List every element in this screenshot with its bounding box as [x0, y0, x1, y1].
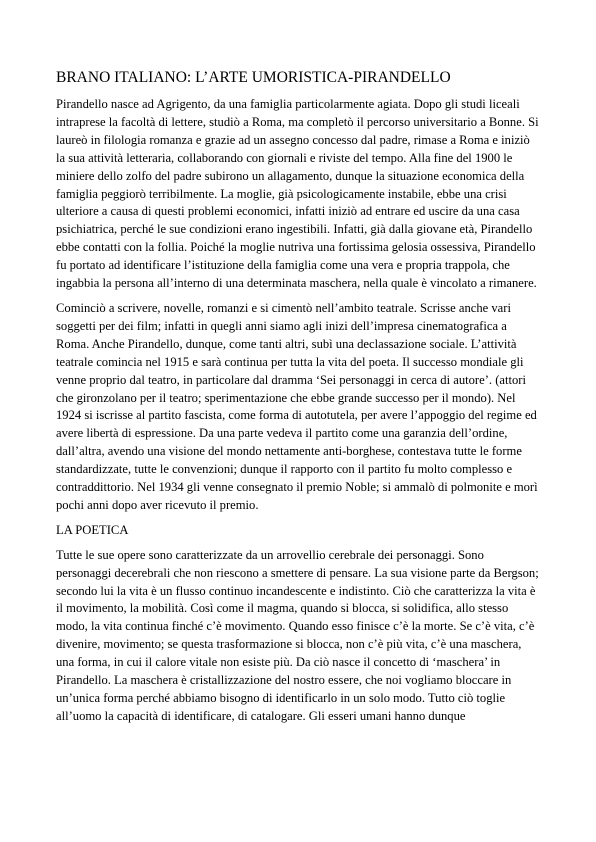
paragraph-career: Cominciò a scrivere, novelle, romanzi e si cimentò nell’ambito teatrale. Scrisse anche vari soggetti per dei film; infatti in quegli anni siamo agli inizi dell’impresa cinematografica a Roma. Anche Pirandello, dunque, come tanti altri, subì una declassazione sociale. L’attività teatrale comincia nel 1915 e sarà continua per tutta la vita del poeta. Il successo mondiale gli venne proprio dal teatro, in particolare dal dramma ‘Sei personaggi in cerca di autore’. (attori che gironzolano per il teatro; sperimentazione che ebbe grande successo per il mondo). Nel 1924 si iscrisse al partito fascista, come forma di autotutela, per avere l’appoggio del regime ed avere libertà di espressione. Da una parte vedeva il partito come una garanzia dell’ordine, dall’altra, avendo una visione del mondo nettamente anti-borghese, contestava tutte le forme standardizzate, tutte le convenzioni; dunque il rapporto con il partito fu molto complesso e contraddittorio. Nel 1934 gli venne consegnato il premio Noble; si ammalò di polmonite e morì pochi anni dopo aver ricevuto il premio.: [56, 300, 538, 512]
section-heading-poetica: LA POETICA: [56, 522, 129, 537]
document-page: [56, 68, 541, 733]
paragraph-poetica: Tutte le sue opere sono caratterizzate da un arrovellio cerebrale dei personaggi. Sono personaggi decerebrali che non riescono a smettere di pensare. La sua visione parte da Bergson; secondo lui la vita è un flusso continuo incandescente e indistinto. Ciò che caratterizza la vita è il movimento, la mobilità. Così come il magma, quando si blocca, si solidifica, allo stesso modo, la vita continua finché c’è movimento. Quando esso finisce c’è la morte. Se c’è vita, c’è divenire, movimento; se questa trasformazione si blocca, non c’è più vita, c’è una maschera, una forma, in cui il calore vitale non esiste più. Da ciò nasce il concetto di ‘maschera’ in Pirandello. La maschera è cristallizzazione del nostro essere, che noi vogliamo bloccare in un’unica forma perché abbiamo bisogno di identificarlo in un solo modo. Tutto ciò toglie all’uomo la capacità di identificare, di catalogare. Gli esseri umani hanno dunque: [56, 547, 539, 723]
document-title: BRANO ITALIANO: L’ARTE UMORISTICA-PIRANDELLO: [56, 69, 451, 86]
paragraph-biography: Pirandello nasce ad Agrigento, da una famiglia particolarmente agiata. Dopo gli studi liceali intraprese la facoltà di lettere, studiò a Roma, ma completò il percorso universitario a Bonne. Si laureò in filologia romanza e grazie ad un assegno concesso dal padre, rimase a Roma e iniziò la sua attività letteraria, collaborando con giornali e riviste del tempo. Alla fine del 1900 le miniere dello zolfo del padre subirono un allagamento, dunque la situazione economica della famiglia peggiorò terribilmente. La moglie, già psicologicamente instabile, ebbe una crisi ulteriore a causa di questi problemi economici, infatti iniziò ad entrare ed uscire da una casa psichiatrica, perché le sue condizioni erano ingestibili. Infatti, già dalla giovane età, Pirandello ebbe contatti con la follia. Poiché la moglie nutriva una fortissima gelosia ossessiva, Pirandello fu portato ad identificare l’istituzione della famiglia come una vera e propria trappola, che ingabbia la persona all’interno di una determinata maschera, nella quale è vincolato a rimanere.: [56, 97, 539, 291]
